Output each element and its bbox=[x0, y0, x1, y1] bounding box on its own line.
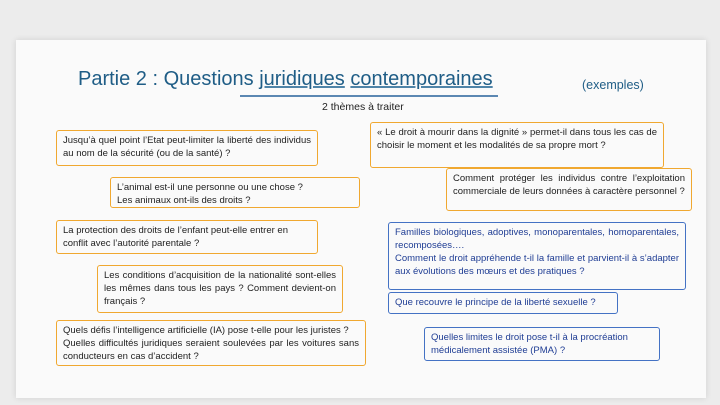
question-box-pma bbox=[424, 327, 660, 361]
question-text: Familles biologiques, adoptives, monoparentales, homoparentales, recomposées…. bbox=[395, 227, 679, 251]
question-text: Comment le droit appréhende t-il la famille et parvient-il à s’adapter aux évolutions des mœurs et des pratiques ? bbox=[395, 253, 679, 277]
question-box-animal bbox=[110, 177, 360, 208]
question-text: Jusqu’à quel point l’Etat peut-limiter la liberté des individus au nom de la sécurité (ou de la santé) ? bbox=[63, 135, 311, 159]
question-box-state-security bbox=[56, 130, 318, 166]
question-text: Que recouvre le principe de la liberté sexuelle ? bbox=[395, 297, 596, 308]
question-box-sexual-freedom bbox=[388, 292, 618, 314]
question-text: Quels défis l’intelligence artificielle (IA) pose t-elle pour les juristes ? bbox=[63, 325, 349, 336]
question-text: Comment protéger les individus contre l’exploitation commerciale de leurs données à caractère personnel ? bbox=[453, 173, 685, 197]
question-text: Quelles difficultés juridiques seraient soulevées par les voitures sans conducteurs en cas d’accident ? bbox=[63, 338, 359, 362]
question-text: Les animaux ont-ils des droits ? bbox=[117, 195, 251, 206]
slide-title bbox=[78, 68, 493, 91]
themes-label: 2 thèmes à traiter bbox=[322, 101, 404, 113]
question-text: L’animal est-il une personne ou une chose ? bbox=[117, 182, 303, 193]
question-text: Quelles limites le droit pose t-il à la procréation médicalement assistée (PMA) ? bbox=[431, 332, 628, 356]
question-text: Les conditions d’acquisition de la nationalité sont-elles les mêmes dans tous les pays ? Comment devient-on français ? bbox=[104, 270, 336, 307]
title-word-contemporaines: contemporaines bbox=[350, 68, 493, 90]
question-box-nationality bbox=[97, 265, 343, 313]
question-box-personal-data bbox=[446, 168, 692, 211]
question-box-child-rights bbox=[56, 220, 318, 254]
examples-label: (exemples) bbox=[582, 78, 644, 92]
question-text: « Le droit à mourir dans la dignité » permet-il dans tous les cas de choisir le moment et les modalités de sa propre mort ? bbox=[377, 127, 657, 151]
question-box-ai bbox=[56, 320, 366, 366]
question-box-dignity bbox=[370, 122, 664, 168]
title-word-juridiques: juridiques bbox=[259, 68, 345, 90]
question-text: La protection des droits de l’enfant peut-elle entrer en conflit avec l’autorité parentale ? bbox=[63, 225, 288, 249]
title-underline bbox=[240, 95, 498, 97]
title-prefix: Partie 2 : Questions bbox=[78, 68, 260, 90]
question-box-family bbox=[388, 222, 686, 290]
